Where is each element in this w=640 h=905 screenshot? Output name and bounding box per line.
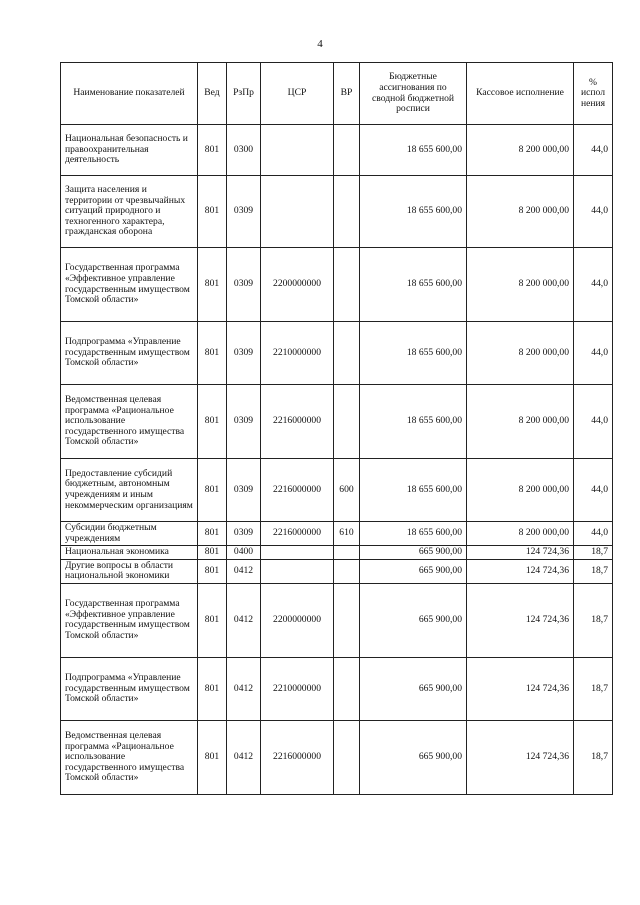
row-vr	[334, 559, 360, 583]
row-cash: 8 200 000,00	[467, 125, 574, 176]
row-vr: 600	[334, 459, 360, 522]
row-csr: 2200000000	[261, 583, 334, 657]
table-row	[61, 125, 613, 176]
row-cash: 124 724,36	[467, 657, 574, 720]
row-ved: 801	[198, 322, 227, 385]
row-budget: 18 655 600,00	[360, 176, 467, 248]
row-rzpr: 0412	[227, 583, 261, 657]
header-csr: ЦСР	[261, 63, 334, 125]
table-row	[61, 657, 613, 720]
row-vr	[334, 125, 360, 176]
row-ved: 801	[198, 459, 227, 522]
row-csr: 2210000000	[261, 322, 334, 385]
row-vr	[334, 720, 360, 794]
row-rzpr: 0412	[227, 559, 261, 583]
row-cash: 8 200 000,00	[467, 522, 574, 546]
header-pct: % испол нения	[574, 63, 613, 125]
header-rzpr: РзПр	[227, 63, 261, 125]
header-ved: Вед	[198, 63, 227, 125]
row-ved: 801	[198, 720, 227, 794]
row-name: Подпрограмма «Управление государственным имуществом Томской области»	[61, 657, 198, 720]
page-number: 4	[317, 38, 323, 50]
row-cash: 124 724,36	[467, 546, 574, 560]
table-row	[61, 385, 613, 459]
table-row	[61, 546, 613, 560]
row-budget: 665 900,00	[360, 559, 467, 583]
table-row	[61, 176, 613, 248]
row-budget: 665 900,00	[360, 657, 467, 720]
row-cash: 8 200 000,00	[467, 176, 574, 248]
row-budget: 18 655 600,00	[360, 248, 467, 322]
row-rzpr: 0309	[227, 176, 261, 248]
row-cash: 8 200 000,00	[467, 248, 574, 322]
row-vr	[334, 248, 360, 322]
row-pct: 44,0	[574, 322, 613, 385]
row-csr	[261, 125, 334, 176]
row-budget: 665 900,00	[360, 720, 467, 794]
row-ved: 801	[198, 559, 227, 583]
row-pct: 44,0	[574, 522, 613, 546]
row-vr: 610	[334, 522, 360, 546]
row-csr: 2216000000	[261, 459, 334, 522]
row-csr: 2216000000	[261, 385, 334, 459]
row-name: Национальная экономика	[61, 546, 198, 560]
row-name: Субсидии бюджетным учреждениям	[61, 522, 198, 546]
row-vr	[334, 322, 360, 385]
row-name: Защита населения и территории от чрезвычайных ситуаций природного и техногенного характера, гражданская оборона	[61, 176, 198, 248]
header-vr: ВР	[334, 63, 360, 125]
row-rzpr: 0400	[227, 546, 261, 560]
row-ved: 801	[198, 248, 227, 322]
row-rzpr: 0309	[227, 522, 261, 546]
row-name: Ведомственная целевая программа «Рациональное использование государственного имущества Томской области»	[61, 385, 198, 459]
row-name: Предоставление субсидий бюджетным, автономным учреждениям и иным некоммерческим организациям	[61, 459, 198, 522]
row-vr	[334, 546, 360, 560]
row-csr: 2210000000	[261, 657, 334, 720]
row-name: Ведомственная целевая программа «Рациональное использование государственного имущества Томской области»	[61, 720, 198, 794]
row-pct: 18,7	[574, 559, 613, 583]
table-header-row	[61, 63, 613, 125]
row-rzpr: 0412	[227, 720, 261, 794]
row-vr	[334, 583, 360, 657]
row-vr	[334, 657, 360, 720]
row-budget: 18 655 600,00	[360, 459, 467, 522]
row-csr: 2200000000	[261, 248, 334, 322]
row-cash: 8 200 000,00	[467, 459, 574, 522]
row-csr	[261, 546, 334, 560]
table-row	[61, 248, 613, 322]
row-pct: 44,0	[574, 385, 613, 459]
header-budget: Бюджетные ассигнования по сводной бюджетной росписи	[360, 63, 467, 125]
row-ved: 801	[198, 546, 227, 560]
row-rzpr: 0412	[227, 657, 261, 720]
row-cash: 124 724,36	[467, 720, 574, 794]
table-row	[61, 720, 613, 794]
row-pct: 18,7	[574, 583, 613, 657]
row-pct: 44,0	[574, 176, 613, 248]
row-ved: 801	[198, 176, 227, 248]
table-row	[61, 559, 613, 583]
row-name: Другие вопросы в области национальной экономики	[61, 559, 198, 583]
row-pct: 18,7	[574, 546, 613, 560]
row-ved: 801	[198, 385, 227, 459]
row-name: Национальная безопасность и правоохранительная деятельность	[61, 125, 198, 176]
row-pct: 44,0	[574, 248, 613, 322]
row-rzpr: 0309	[227, 322, 261, 385]
row-csr	[261, 176, 334, 248]
row-rzpr: 0309	[227, 385, 261, 459]
header-name: Наименование показателей	[61, 63, 198, 125]
row-ved: 801	[198, 125, 227, 176]
row-budget: 665 900,00	[360, 583, 467, 657]
row-ved: 801	[198, 657, 227, 720]
row-cash: 124 724,36	[467, 583, 574, 657]
table-row	[61, 322, 613, 385]
table-row	[61, 522, 613, 546]
row-csr: 2216000000	[261, 720, 334, 794]
row-name: Подпрограмма «Управление государственным имуществом Томской области»	[61, 322, 198, 385]
row-cash: 124 724,36	[467, 559, 574, 583]
row-csr: 2216000000	[261, 522, 334, 546]
header-cash: Кассовое исполнение	[467, 63, 574, 125]
row-rzpr: 0309	[227, 459, 261, 522]
row-rzpr: 0300	[227, 125, 261, 176]
budget-execution-table	[60, 62, 613, 795]
row-cash: 8 200 000,00	[467, 322, 574, 385]
row-pct: 18,7	[574, 657, 613, 720]
table-row	[61, 459, 613, 522]
row-budget: 18 655 600,00	[360, 125, 467, 176]
row-budget: 18 655 600,00	[360, 385, 467, 459]
row-ved: 801	[198, 583, 227, 657]
row-vr	[334, 176, 360, 248]
row-rzpr: 0309	[227, 248, 261, 322]
row-vr	[334, 385, 360, 459]
row-ved: 801	[198, 522, 227, 546]
row-cash: 8 200 000,00	[467, 385, 574, 459]
row-budget: 18 655 600,00	[360, 322, 467, 385]
row-pct: 44,0	[574, 459, 613, 522]
row-pct: 18,7	[574, 720, 613, 794]
table-row	[61, 583, 613, 657]
row-name: Государственная программа «Эффективное управление государственным имуществом Томской области»	[61, 583, 198, 657]
row-pct: 44,0	[574, 125, 613, 176]
row-budget: 665 900,00	[360, 546, 467, 560]
row-name: Государственная программа «Эффективное управление государственным имуществом Томской области»	[61, 248, 198, 322]
row-csr	[261, 559, 334, 583]
row-budget: 18 655 600,00	[360, 522, 467, 546]
